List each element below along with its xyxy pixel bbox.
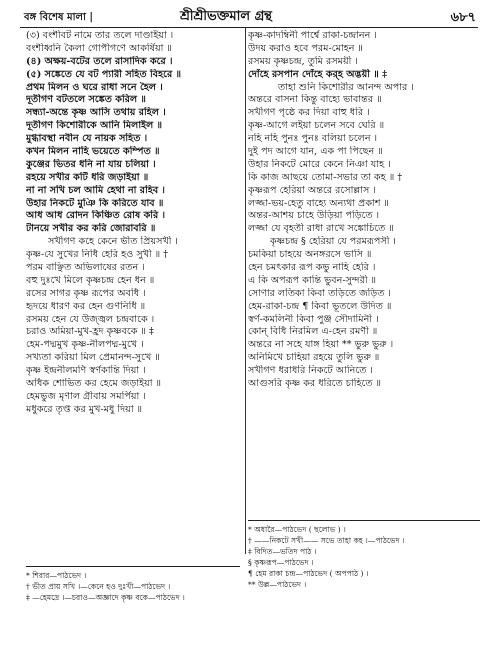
verse-line: সন্ধ্যা-অন্তে কৃষ্ণ আসি তথায় রহিল । [26,107,166,119]
verse-line: কোন্ বিধি নিরমিল এ-হেন রমণী ॥ [248,326,378,338]
verse-line: রসের সাগর কৃষ্ণ রূপের অবধি । [26,287,146,299]
footnote: ¶ হেম রাকা চন্দ্র—পাঠভেদ ( অপপাঠ ) । [248,569,369,578]
footnote: ‡ বিদিত—ভতিদ পাঠ । [248,547,317,556]
footnote: ‡ —হেমদ্রে ।—চরাও—অজ্ঞাদে কৃষ্ণ বকে—পাঠভেদ । [26,593,185,602]
verse-line: হেন চমৎকার রূপ কভু নাহি হেরি । [248,262,376,274]
verse-line: লজ্জা যে বৃহতী রাধা রাখে সঙ্কোচিতে ॥ [248,223,394,235]
verse-line: অন্তরে না সহে যাঙ্গ হিয়া ** ভুরু ভুরু । [248,339,394,351]
verse-line: হেম-পদ্মমুখ কৃষ্ণ-নীলপদ্ম-মুখে । [26,339,144,351]
verse-line: কুঞ্জের ভিতর ধনি না যায় চলিয়া । [26,158,156,170]
footnote: § কৃষ্ণরূপ—পাঠভেদ । [248,558,314,567]
verse-line: (৪) অক্ষয়-বটের তলে রাসাদিক করে । [26,55,173,67]
verse-line: মধুকরে তৃপ্ত কর মুখ-মধু দিয়া ॥ [26,403,143,415]
verse-line: দোঁহে রসপান দোঁহে কর্‌হ অদ্ভয়ী ॥ ‡ [248,68,388,80]
verse-line: দূতীগণ কিশোরীকে আনি মিলাইল ॥ [26,120,163,132]
verse-line: কখন মিলন নাহি ভয়েতে কম্পিত ॥ [26,146,160,158]
book-title: শ্রীশ্রীভক্তমাল গ্রন্থ [180,9,272,24]
verse-line: পরম বাঞ্ছিত অভিলাষের রতন । [26,262,145,274]
verse-line: উদয় করাও হবে পরম-মোহন ॥ [248,42,363,54]
verse-line: কৃষ্ণ-আগে লইয়া চলেন সবে ঘেরি ॥ [248,120,385,132]
verse-line: নহি নহি পুনঃ পুনঃ বলিয়া চলেন । [248,133,378,145]
verse-line: এ কি অপরূপ কান্তি ভুবন-সুন্দরী ॥ [248,274,377,286]
verse-line: হেম-রাকা-চন্দ্র ¶ কিবা ভূতলে উদিত ॥ [248,300,392,312]
verse-line: কৃষ্ণচন্দ্র § হেরিয়া যে পরমরূপসী । [270,236,396,248]
verse-line: হেমভুজ মৃণাল গ্রীবায় সমর্পিয়া । [26,390,146,402]
verse-line: সখ্যতা করিয়া মিল প্রেমানন্দ-সুখে ॥ [26,352,160,364]
verse-line: রহয়ে সখীর কটি ধরি জড়াইয়া ॥ [26,171,149,183]
right-column [248,30,480,444]
verse-line: অন্তর-আশয় চাহে উড়িয়া পড়িতে । [248,210,380,222]
verse-line: হৃদয়ে ধারণ কর হেন গুণনিধি ॥ [26,300,146,312]
verse-line: অনিমিখে চাহিয়া রহয়ে তুলি ভুরু ॥ [248,352,380,364]
verse-line: মুগ্ধাবস্থা নবীন যে নায়ক সহিত । [26,133,148,145]
verse-line: (৩) বংশীবট নামে তার তলে দাণ্ডাইয়া । [26,30,174,41]
verse-line: উহার নিকটে মোরে কেনে নিঞা যাহ । [248,158,391,170]
verse-line: না না সখি চল আমি হেথা না রহিব । [26,184,165,196]
verse-line: সখীগণ ধরাধরি নিকটে আনিতে । [248,365,373,377]
verse-line: কৃষ্ণ-যে সুখের নিধি হেরি হও সুখী ॥ † [26,249,169,261]
verse-line: চমকিয়া চাহয়ে অনঙ্গরসে ভাসি ॥ [248,249,372,261]
verse-line: কৃষ্ণরূপ হেরিয়া অন্তরে রসোল্লাস । [248,184,376,196]
verse-line: সখীগণ পৃষ্ঠে কর দিয়া বাহু ধরি । [248,107,370,119]
footnotes-right [248,520,480,590]
column-divider [245,28,246,554]
verse-line: অন্তরে বাসনা কিন্তু বাহ্যে ভাবান্তর ॥ [248,94,382,106]
verse-line: সোণার লতিকা কিবা তড়িতে জড়িত । [248,287,391,299]
footnotes-left [26,566,240,603]
running-head-left: বঙ্গ বিশেষ মালা | [24,12,93,23]
verse-line: দূতীগণ বটতলে সঙ্কেত করিল ॥ [26,94,146,106]
verse-line: উহার নিকটে মুঞি কি করিতে যাব ॥ [26,197,164,209]
page-number: ৬৮৭ [450,10,476,25]
verse-line: লজ্জা-ভয়-হেতু বাহ্যে অন্যথা প্রকাশ ॥ [248,197,389,209]
verse-line: স্বর্ণ-কমলিনী কিবা পুঞ্জ সৌদামিনী । [248,313,379,325]
footnote: * অধারৈ—পাঠভেদ ( ছলোভ ) । [248,525,346,534]
footnote: † ——নিকটে সখী—— সভে তাহা কহ ।—পাঠভেদ । [248,536,405,545]
verse-line: (৫) সঙ্কেতে যে বট প্যারী সহিত বিহরে ॥ [26,68,182,80]
verse-line: রসময় হেন যে উজ্জ্বল চন্দ্রবাকে । [26,313,155,325]
page-header [20,7,478,28]
verse-line: বংশীধ্বনি কৈলা গোপীগণে আকর্ষিয়া ॥ [26,42,172,54]
verse-line: প্রথম মিলন ও ঘরে রাধা সনে হৈল । [26,81,163,93]
footnote: * শিরার—পাঠভেদ । [26,571,87,580]
verse-line: আধ আধ রোদন কিঞ্চিত রোষ করি । [26,210,166,222]
verse-line: টানয়ে সখীর কর করি জোরাবরি ॥ [26,223,156,235]
verse-line: তাহা শুনি কিশোরীর আনন্দ অপার । [278,81,414,93]
verse-line: আগুসরি কৃষ্ণ কর ধরিতে চাহিতে ॥ [248,378,382,390]
verse-line: কৃষ্ণ ইন্দ্রনীলমণি স্বর্ণকান্তি দিয়া । [26,365,146,377]
footnote: ** উল্ল—পাঠভেদ । [248,580,307,589]
left-column [26,30,242,444]
verse-line: অধিক শোভিত কর হেমে জড়াইয়া ॥ [26,378,162,390]
verse-line: বহু দুঃখে মিলে কৃষ্ণচন্দ্র হেন ধন ॥ [26,274,155,286]
verse-line: কি কাজ আছয়ে তোমা-সভার তা কহ ॥ † [248,171,403,183]
verse-line: কৃষ্ণ-কাদম্বিনী পার্শ্বে রাকা-চন্দ্রানন । [248,30,377,41]
verse-line: সখীগণ কহে কেনে ভীত প্রিয়সখী । [48,236,178,248]
verse-line: চরাও অমিয়া-মুখ-হ্রদ কৃষ্ণবকে ॥ ‡ [26,326,154,338]
verse-line: দুই পদ আগে যান, এক পা পিছেন ॥ [248,146,383,158]
verse-line: রসময় কৃষ্ণচন্দ্র, তুমি রসময়ী । [248,55,358,67]
footnote: † ভীত প্রায় সখি ।—কেনে হও দুঃখী—পাঠভেদ । [26,582,171,591]
